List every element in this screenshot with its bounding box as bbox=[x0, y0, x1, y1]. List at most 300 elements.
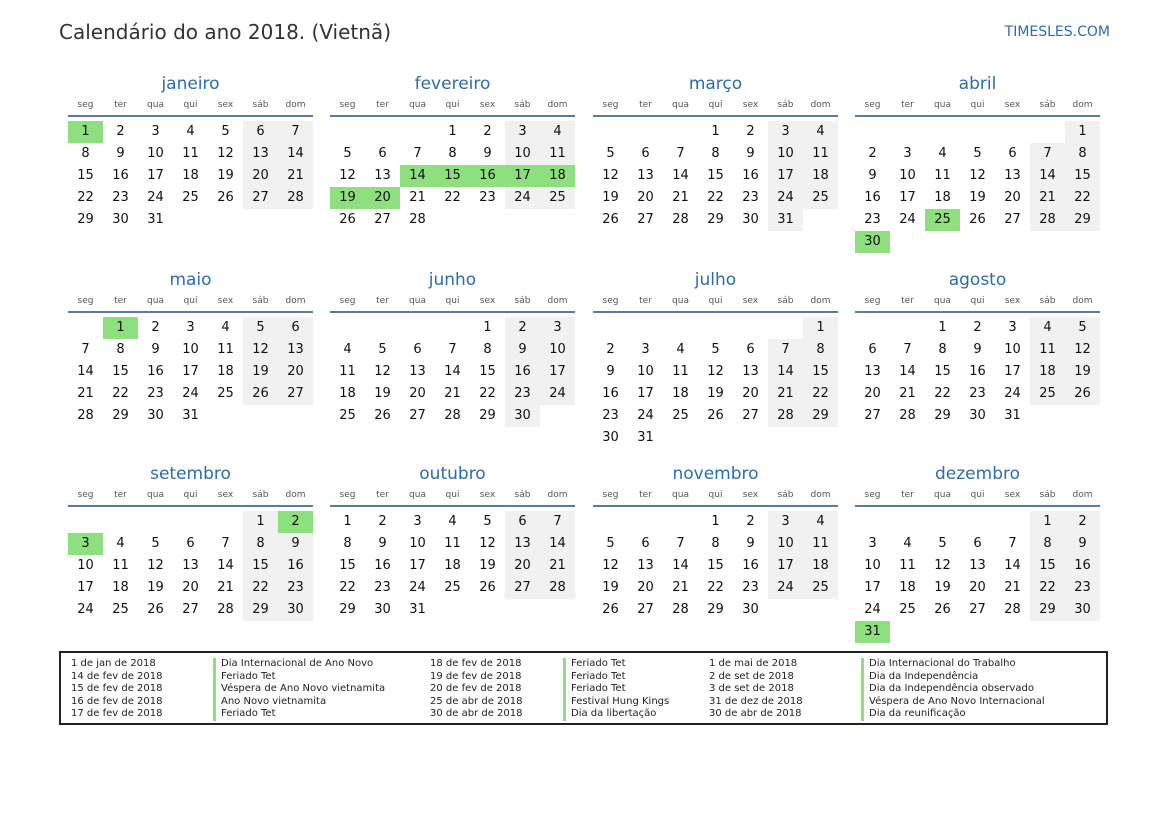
day-cell: 13 bbox=[243, 143, 278, 165]
weekday-label: dom bbox=[810, 100, 831, 110]
weekday-label: sáb bbox=[514, 100, 531, 110]
day-cell: 21 bbox=[77, 386, 94, 401]
site-logo-link[interactable]: TIMESLES.COM bbox=[1004, 24, 1110, 40]
holiday-day-cell: 31 bbox=[855, 621, 890, 643]
legend-names-col-3 bbox=[861, 658, 1045, 721]
day-cell: 4 bbox=[448, 514, 457, 529]
day-cell: 20 bbox=[278, 361, 313, 383]
day-cell: 14 bbox=[444, 364, 461, 379]
legend-dates-col-3 bbox=[709, 658, 803, 721]
day-cell: 7 bbox=[221, 536, 230, 551]
day-cell: 11 bbox=[444, 536, 461, 551]
day-cell: 19 bbox=[602, 190, 619, 205]
day-cell: 23 bbox=[505, 383, 540, 405]
weekday-label: qui bbox=[708, 100, 723, 110]
weekday-label: qui bbox=[970, 100, 985, 110]
day-cell: 7 bbox=[768, 339, 803, 361]
legend-holiday-name: Dia da Independência bbox=[861, 671, 1045, 684]
weekday-label: qua bbox=[672, 490, 689, 500]
day-cell: 25 bbox=[803, 577, 838, 599]
legend-holiday-name: Véspera de Ano Novo Internacional bbox=[861, 696, 1045, 709]
month-name: fevereiro bbox=[414, 74, 491, 94]
day-cell: 3 bbox=[641, 342, 650, 357]
day-cell: 22 bbox=[803, 383, 838, 405]
day-cell: 8 bbox=[81, 146, 90, 161]
day-cell: 10 bbox=[147, 146, 164, 161]
day-cell: 13 bbox=[969, 558, 986, 573]
weekday-label: qua bbox=[672, 100, 689, 110]
day-cell: 25 bbox=[339, 408, 356, 423]
day-grid bbox=[855, 313, 1100, 427]
day-cell: 15 bbox=[707, 558, 724, 573]
day-cell: 22 bbox=[707, 580, 724, 595]
day-cell: 15 bbox=[112, 364, 129, 379]
day-cell: 9 bbox=[378, 536, 387, 551]
day-cell: 5 bbox=[938, 536, 947, 551]
day-cell: 26 bbox=[1065, 383, 1100, 405]
day-cell: 7 bbox=[903, 342, 912, 357]
day-cell: 11 bbox=[540, 143, 575, 165]
day-cell: 26 bbox=[147, 602, 164, 617]
day-grid bbox=[330, 117, 575, 231]
day-cell: 29 bbox=[77, 212, 94, 227]
weekday-header bbox=[330, 98, 575, 117]
day-cell: 28 bbox=[768, 405, 803, 427]
day-cell: 20 bbox=[637, 580, 654, 595]
empty-cell bbox=[593, 317, 628, 339]
day-cell: 13 bbox=[278, 339, 313, 361]
day-cell: 13 bbox=[637, 168, 654, 183]
empty-cell bbox=[593, 121, 628, 143]
legend-date: 14 de fev de 2018 bbox=[71, 670, 163, 682]
day-cell: 12 bbox=[934, 558, 951, 573]
legend-date: 25 de abr de 2018 bbox=[430, 695, 523, 707]
empty-cell bbox=[960, 121, 995, 143]
weekday-label: dom bbox=[285, 296, 306, 306]
day-grid bbox=[330, 507, 575, 621]
empty-cell bbox=[593, 511, 628, 533]
day-cell: 14 bbox=[77, 364, 94, 379]
day-cell: 5 bbox=[483, 514, 492, 529]
legend-holiday-name: Feriado Tet bbox=[563, 671, 669, 684]
day-cell: 6 bbox=[378, 146, 387, 161]
day-grid bbox=[593, 313, 838, 449]
day-cell: 25 bbox=[1030, 383, 1065, 405]
empty-cell bbox=[855, 511, 890, 533]
day-cell: 29 bbox=[339, 602, 356, 617]
day-cell: 18 bbox=[672, 386, 689, 401]
day-cell: 11 bbox=[803, 143, 838, 165]
weekday-label: qui bbox=[708, 296, 723, 306]
day-cell: 20 bbox=[505, 555, 540, 577]
weekday-label: dom bbox=[1072, 296, 1093, 306]
day-cell: 18 bbox=[899, 580, 916, 595]
day-cell: 30 bbox=[374, 602, 391, 617]
weekday-label: qua bbox=[672, 296, 689, 306]
legend-holiday-name: Véspera de Ano Novo vietnamita bbox=[213, 683, 385, 696]
day-cell: 19 bbox=[969, 190, 986, 205]
month-junho bbox=[330, 266, 575, 427]
weekday-label: seg bbox=[77, 296, 94, 306]
day-cell: 25 bbox=[112, 602, 129, 617]
day-cell: 25 bbox=[182, 190, 199, 205]
weekday-label: sex bbox=[1004, 490, 1021, 500]
empty-cell bbox=[995, 511, 1030, 533]
day-cell: 18 bbox=[444, 558, 461, 573]
day-cell: 13 bbox=[505, 533, 540, 555]
weekday-label: sáb bbox=[252, 490, 269, 500]
legend-holiday-name: Ano Novo vietnamita bbox=[213, 696, 385, 709]
weekday-label: sáb bbox=[514, 490, 531, 500]
day-cell: 1 bbox=[711, 514, 720, 529]
weekday-header bbox=[68, 488, 313, 507]
day-cell: 21 bbox=[278, 165, 313, 187]
month-name: outubro bbox=[419, 464, 486, 484]
day-cell: 17 bbox=[77, 580, 94, 595]
empty-cell bbox=[663, 317, 698, 339]
day-cell: 11 bbox=[803, 533, 838, 555]
weekday-label: dom bbox=[547, 490, 568, 500]
day-cell: 15 bbox=[479, 364, 496, 379]
legend-date: 2 de set de 2018 bbox=[709, 670, 794, 682]
day-cell: 28 bbox=[77, 408, 94, 423]
day-cell: 27 bbox=[409, 408, 426, 423]
day-cell: 10 bbox=[864, 558, 881, 573]
day-cell: 5 bbox=[606, 536, 615, 551]
weekday-label: seg bbox=[602, 490, 619, 500]
day-cell: 5 bbox=[606, 146, 615, 161]
day-cell: 9 bbox=[868, 168, 877, 183]
day-cell: 16 bbox=[742, 168, 759, 183]
day-cell: 12 bbox=[217, 146, 234, 161]
day-cell: 5 bbox=[243, 317, 278, 339]
day-cell: 24 bbox=[864, 602, 881, 617]
month-name: novembro bbox=[672, 464, 759, 484]
day-cell: 13 bbox=[864, 364, 881, 379]
day-cell: 1 bbox=[448, 124, 457, 139]
weekday-label: sáb bbox=[777, 100, 794, 110]
day-cell: 6 bbox=[641, 146, 650, 161]
weekday-label: ter bbox=[901, 490, 914, 500]
day-cell: 29 bbox=[1030, 599, 1065, 621]
day-cell: 23 bbox=[147, 386, 164, 401]
day-cell: 5 bbox=[711, 342, 720, 357]
weekday-label: qua bbox=[409, 296, 426, 306]
empty-cell bbox=[855, 121, 890, 143]
day-cell: 14 bbox=[672, 168, 689, 183]
day-cell: 24 bbox=[77, 602, 94, 617]
weekday-header bbox=[855, 98, 1100, 117]
day-cell: 10 bbox=[182, 342, 199, 357]
empty-cell bbox=[733, 317, 768, 339]
day-cell: 15 bbox=[707, 168, 724, 183]
day-cell: 7 bbox=[278, 121, 313, 143]
day-cell: 11 bbox=[112, 558, 129, 573]
day-cell: 1 bbox=[938, 320, 947, 335]
empty-cell bbox=[400, 317, 435, 339]
day-cell: 19 bbox=[934, 580, 951, 595]
day-cell: 24 bbox=[899, 212, 916, 227]
day-cell: 2 bbox=[483, 124, 492, 139]
day-cell: 18 bbox=[1030, 361, 1065, 383]
month-março bbox=[593, 70, 838, 231]
weekday-label: sáb bbox=[514, 296, 531, 306]
weekday-label: ter bbox=[639, 100, 652, 110]
day-cell: 14 bbox=[217, 558, 234, 573]
day-cell: 25 bbox=[803, 187, 838, 209]
legend-dates-col-2 bbox=[430, 658, 522, 721]
weekday-label: qui bbox=[445, 296, 460, 306]
weekday-label: sáb bbox=[1039, 100, 1056, 110]
day-cell: 6 bbox=[973, 536, 982, 551]
day-cell: 1 bbox=[483, 320, 492, 335]
weekday-label: ter bbox=[639, 490, 652, 500]
month-julho bbox=[593, 266, 838, 449]
empty-cell bbox=[103, 511, 138, 533]
weekday-label: sex bbox=[1004, 296, 1021, 306]
day-cell: 9 bbox=[606, 364, 615, 379]
legend-date: 17 de fev de 2018 bbox=[71, 708, 163, 720]
day-cell: 21 bbox=[768, 383, 803, 405]
day-cell: 8 bbox=[711, 146, 720, 161]
day-cell: 12 bbox=[969, 168, 986, 183]
day-cell: 19 bbox=[707, 386, 724, 401]
month-name: julho bbox=[694, 270, 737, 290]
day-cell: 15 bbox=[339, 558, 356, 573]
day-cell: 13 bbox=[182, 558, 199, 573]
month-abril bbox=[855, 70, 1100, 253]
day-cell: 25 bbox=[899, 602, 916, 617]
weekday-label: ter bbox=[376, 490, 389, 500]
empty-cell bbox=[173, 511, 208, 533]
day-cell: 19 bbox=[602, 580, 619, 595]
day-cell: 15 bbox=[934, 364, 951, 379]
empty-cell bbox=[628, 511, 663, 533]
weekday-label: sex bbox=[479, 100, 496, 110]
day-cell: 14 bbox=[540, 533, 575, 555]
day-cell: 13 bbox=[409, 364, 426, 379]
day-cell: 9 bbox=[151, 342, 160, 357]
day-cell: 7 bbox=[1030, 143, 1065, 165]
day-cell: 2 bbox=[746, 124, 755, 139]
day-cell: 8 bbox=[1030, 533, 1065, 555]
day-cell: 29 bbox=[1065, 209, 1100, 231]
day-cell: 28 bbox=[217, 602, 234, 617]
day-cell: 15 bbox=[243, 555, 278, 577]
day-cell: 19 bbox=[243, 361, 278, 383]
day-cell: 2 bbox=[151, 320, 160, 335]
legend-holiday-name: Feriado Tet bbox=[213, 708, 385, 721]
day-cell: 9 bbox=[746, 146, 755, 161]
empty-cell bbox=[855, 317, 890, 339]
day-cell: 12 bbox=[479, 536, 496, 551]
day-cell: 17 bbox=[864, 580, 881, 595]
legend-holiday-name: Dia da Independência observado bbox=[861, 683, 1045, 696]
day-cell: 24 bbox=[768, 577, 803, 599]
legend-date: 1 de jan de 2018 bbox=[71, 658, 156, 669]
day-cell: 5 bbox=[221, 124, 230, 139]
day-cell: 7 bbox=[676, 146, 685, 161]
weekday-label: qui bbox=[183, 100, 198, 110]
day-cell: 30 bbox=[742, 602, 759, 617]
day-cell: 8 bbox=[1065, 143, 1100, 165]
weekday-label: seg bbox=[864, 100, 881, 110]
month-dezembro bbox=[855, 460, 1100, 643]
day-cell: 21 bbox=[899, 386, 916, 401]
weekday-label: qua bbox=[147, 490, 164, 500]
day-cell: 30 bbox=[505, 405, 540, 427]
day-cell: 30 bbox=[1065, 599, 1100, 621]
weekday-label: ter bbox=[376, 100, 389, 110]
day-cell: 4 bbox=[803, 121, 838, 143]
day-cell: 6 bbox=[505, 511, 540, 533]
day-cell: 28 bbox=[540, 577, 575, 599]
legend-date: 31 de dez de 2018 bbox=[709, 695, 803, 707]
empty-cell bbox=[890, 121, 925, 143]
day-cell: 10 bbox=[77, 558, 94, 573]
weekday-label: qui bbox=[183, 490, 198, 500]
weekday-label: sáb bbox=[252, 296, 269, 306]
day-cell: 5 bbox=[1065, 317, 1100, 339]
holiday-day-cell: 1 bbox=[68, 121, 103, 143]
day-cell: 3 bbox=[540, 317, 575, 339]
empty-cell bbox=[138, 511, 173, 533]
page-title: Calendário do ano 2018. (Vietnã) bbox=[59, 20, 391, 44]
weekday-label: seg bbox=[77, 100, 94, 110]
day-cell: 13 bbox=[374, 168, 391, 183]
day-cell: 11 bbox=[217, 342, 234, 357]
day-grid bbox=[593, 507, 838, 621]
weekday-header bbox=[68, 294, 313, 313]
day-cell: 11 bbox=[934, 168, 951, 183]
day-cell: 4 bbox=[1030, 317, 1065, 339]
weekday-label: sex bbox=[742, 490, 759, 500]
day-cell: 13 bbox=[1004, 168, 1021, 183]
weekday-label: qua bbox=[147, 100, 164, 110]
empty-cell bbox=[365, 121, 400, 143]
day-cell: 14 bbox=[768, 361, 803, 383]
day-cell: 10 bbox=[540, 339, 575, 361]
day-cell: 26 bbox=[339, 212, 356, 227]
legend-date: 18 de fev de 2018 bbox=[430, 658, 522, 669]
day-cell: 16 bbox=[374, 558, 391, 573]
day-cell: 7 bbox=[413, 146, 422, 161]
day-cell: 21 bbox=[672, 580, 689, 595]
day-cell: 25 bbox=[540, 187, 575, 209]
day-cell: 21 bbox=[409, 190, 426, 205]
day-cell: 26 bbox=[374, 408, 391, 423]
day-cell: 24 bbox=[147, 190, 164, 205]
day-cell: 11 bbox=[1030, 339, 1065, 361]
day-cell: 25 bbox=[672, 408, 689, 423]
day-cell: 17 bbox=[768, 165, 803, 187]
weekday-label: qui bbox=[183, 296, 198, 306]
weekday-label: ter bbox=[114, 296, 127, 306]
day-cell: 29 bbox=[243, 599, 278, 621]
day-cell: 16 bbox=[602, 386, 619, 401]
day-cell: 29 bbox=[803, 405, 838, 427]
day-cell: 7 bbox=[81, 342, 90, 357]
weekday-header bbox=[593, 98, 838, 117]
day-cell: 24 bbox=[409, 580, 426, 595]
day-cell: 31 bbox=[768, 209, 803, 231]
holiday-day-cell: 19 bbox=[330, 187, 365, 209]
day-cell: 6 bbox=[868, 342, 877, 357]
holiday-day-cell: 17 bbox=[505, 165, 540, 187]
weekday-label: sáb bbox=[777, 490, 794, 500]
day-grid bbox=[68, 507, 313, 621]
day-cell: 30 bbox=[112, 212, 129, 227]
weekday-label: seg bbox=[339, 100, 356, 110]
weekday-label: dom bbox=[285, 490, 306, 500]
weekday-header bbox=[330, 294, 575, 313]
day-cell: 2 bbox=[116, 124, 125, 139]
day-cell: 8 bbox=[116, 342, 125, 357]
month-name: junho bbox=[428, 270, 477, 290]
weekday-label: qua bbox=[934, 296, 951, 306]
day-cell: 20 bbox=[243, 165, 278, 187]
weekday-label: ter bbox=[376, 296, 389, 306]
day-cell: 28 bbox=[1004, 602, 1021, 617]
day-cell: 23 bbox=[742, 580, 759, 595]
weekday-label: ter bbox=[639, 296, 652, 306]
day-cell: 26 bbox=[602, 602, 619, 617]
day-grid bbox=[68, 313, 313, 427]
day-cell: 29 bbox=[479, 408, 496, 423]
weekday-label: sáb bbox=[1039, 490, 1056, 500]
day-cell: 2 bbox=[1065, 511, 1100, 533]
empty-cell bbox=[68, 317, 103, 339]
day-cell: 1 bbox=[243, 511, 278, 533]
day-cell: 17 bbox=[637, 386, 654, 401]
day-cell: 28 bbox=[278, 187, 313, 209]
day-cell: 10 bbox=[505, 143, 540, 165]
day-cell: 14 bbox=[899, 364, 916, 379]
day-cell: 17 bbox=[540, 361, 575, 383]
day-cell: 31 bbox=[1004, 408, 1021, 423]
day-cell: 5 bbox=[151, 536, 160, 551]
day-grid bbox=[68, 117, 313, 231]
weekday-label: qui bbox=[970, 296, 985, 306]
day-cell: 3 bbox=[151, 124, 160, 139]
legend-holiday-name: Feriado Tet bbox=[563, 683, 669, 696]
day-cell: 2 bbox=[378, 514, 387, 529]
empty-cell bbox=[435, 317, 470, 339]
day-cell: 26 bbox=[934, 602, 951, 617]
day-cell: 11 bbox=[339, 364, 356, 379]
day-cell: 10 bbox=[768, 143, 803, 165]
day-cell: 16 bbox=[278, 555, 313, 577]
day-cell: 3 bbox=[903, 146, 912, 161]
day-cell: 16 bbox=[969, 364, 986, 379]
day-cell: 5 bbox=[343, 146, 352, 161]
day-cell: 12 bbox=[339, 168, 356, 183]
day-cell: 8 bbox=[938, 342, 947, 357]
day-cell: 28 bbox=[409, 212, 426, 227]
holiday-day-cell: 3 bbox=[68, 533, 103, 555]
day-cell: 8 bbox=[483, 342, 492, 357]
weekday-label: sex bbox=[742, 100, 759, 110]
holiday-day-cell: 1 bbox=[103, 317, 138, 339]
legend-date: 3 de set de 2018 bbox=[709, 683, 794, 695]
day-cell: 8 bbox=[343, 536, 352, 551]
holiday-day-cell: 2 bbox=[278, 511, 313, 533]
weekday-label: seg bbox=[864, 296, 881, 306]
day-cell: 20 bbox=[1004, 190, 1021, 205]
day-cell: 14 bbox=[672, 558, 689, 573]
day-cell: 3 bbox=[768, 511, 803, 533]
day-cell: 27 bbox=[637, 212, 654, 227]
